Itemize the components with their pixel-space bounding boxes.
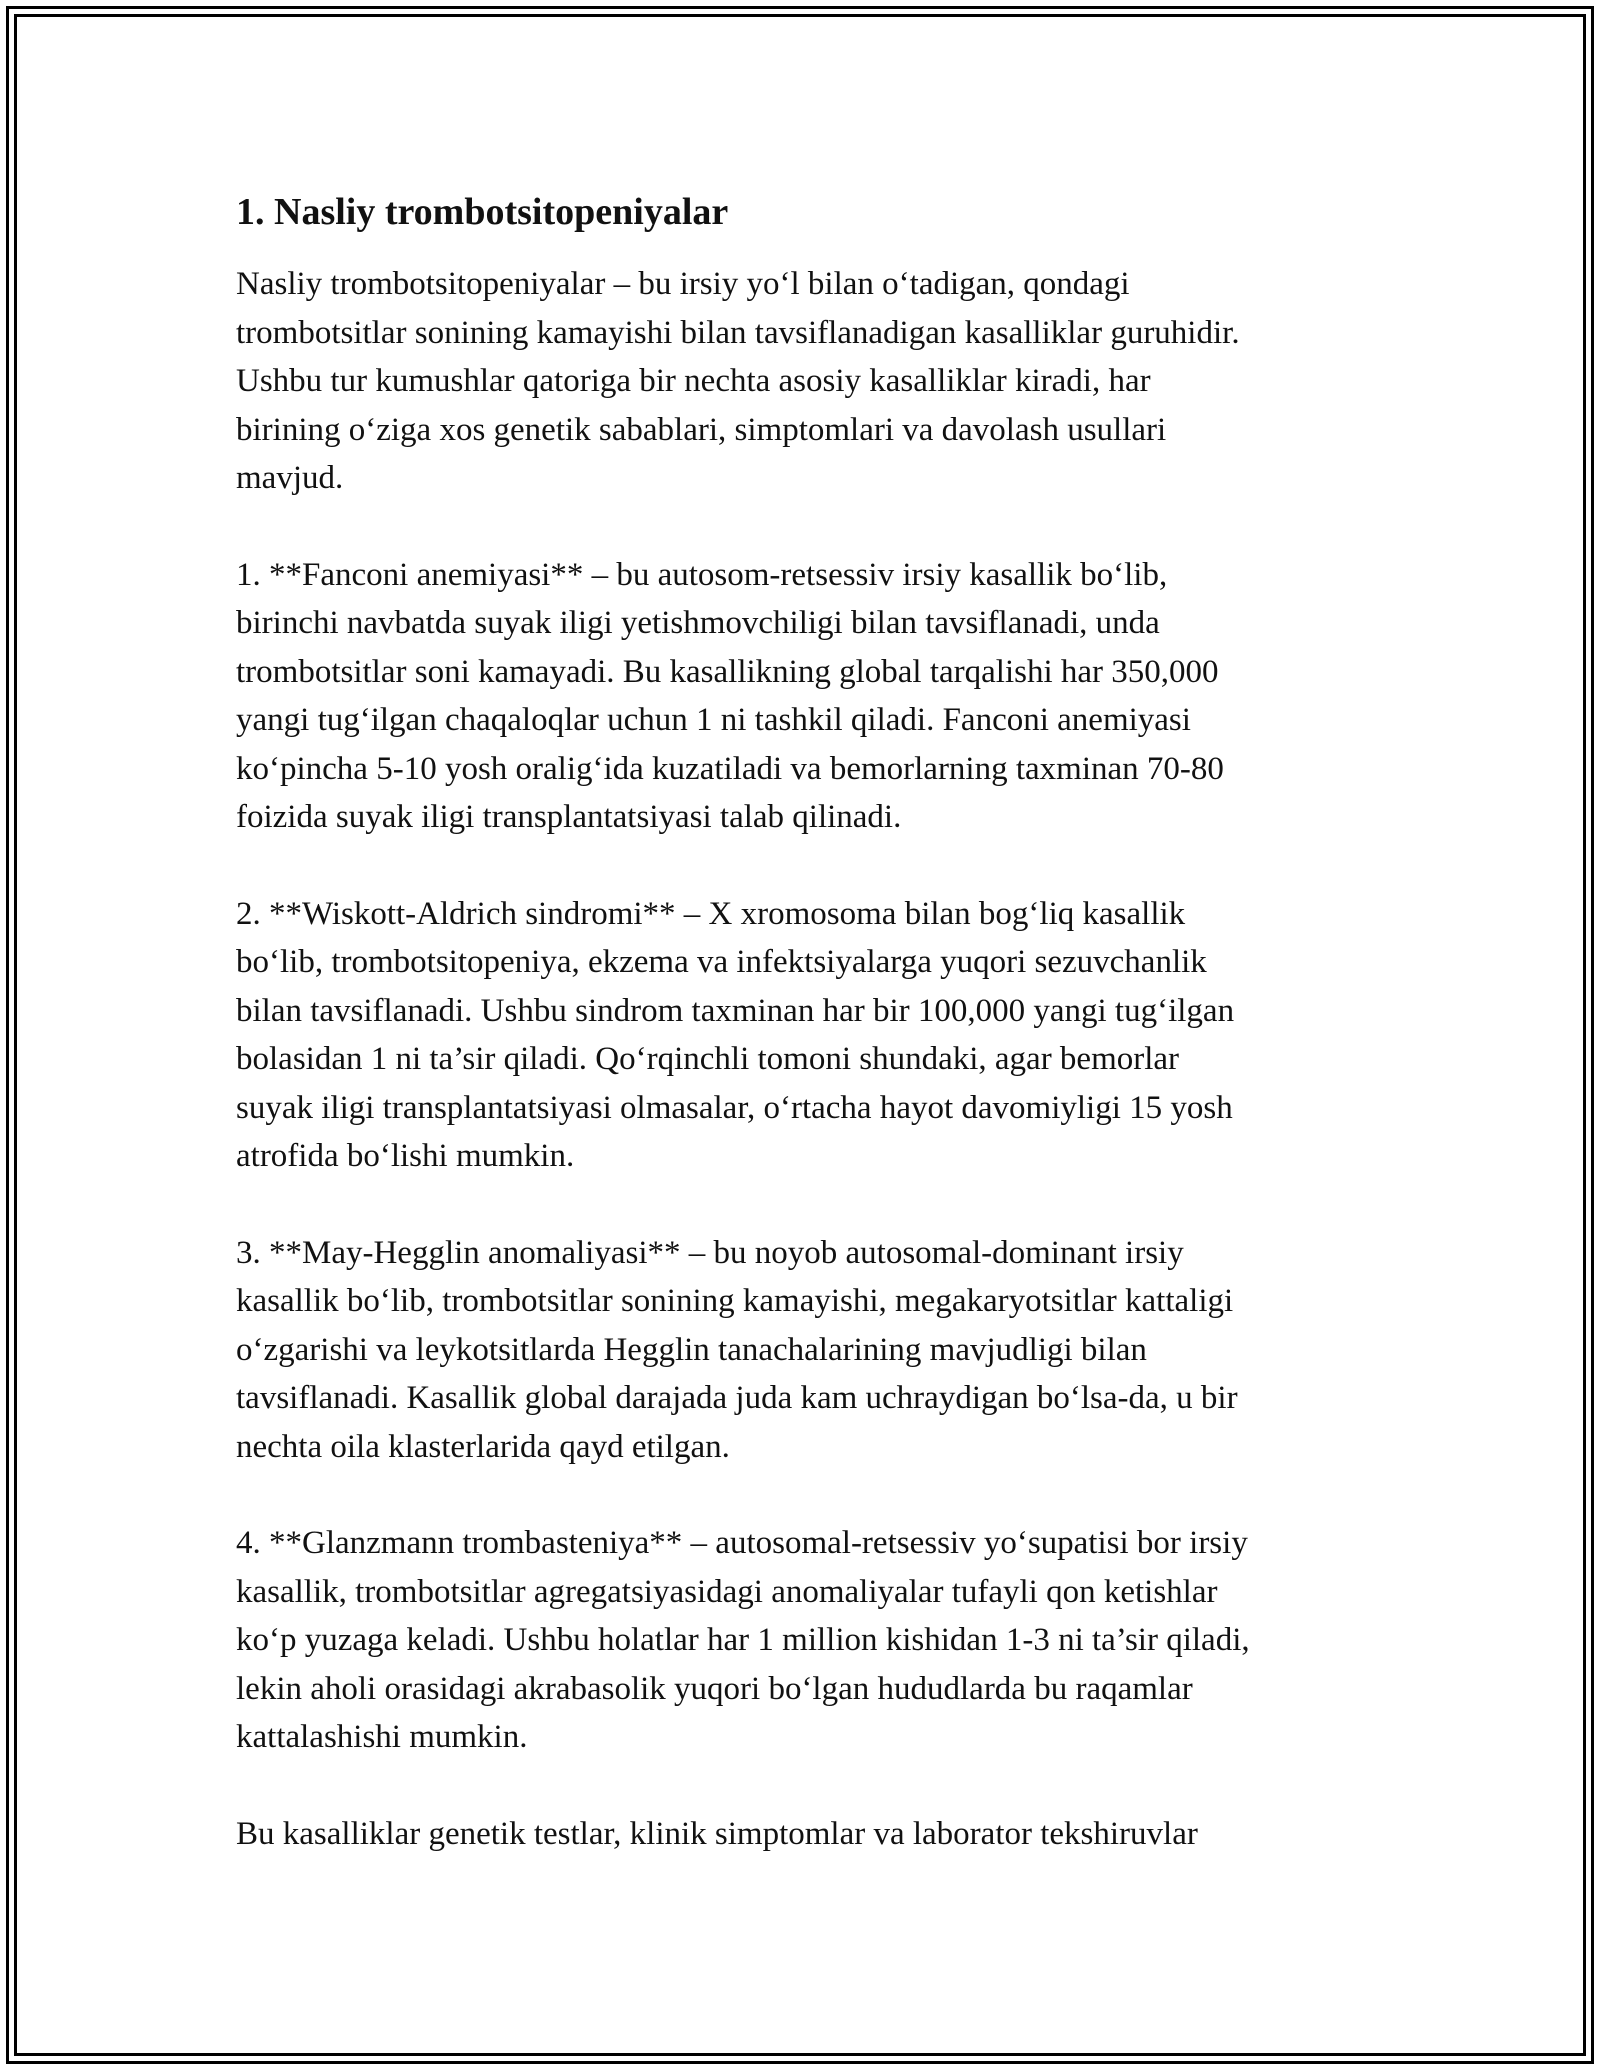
- document-body: [236, 186, 1386, 1906]
- wiskott-aldrich-paragraph: [236, 890, 1386, 1181]
- text-line: bilan tavsiflanadi. Ushbu sindrom taxminan har bir 100,000 yangi tug‘ilgan: [236, 992, 1235, 1029]
- text-line: o‘zgarishi va leykotsitlarda Hegglin tanachalarining mavjudligi bilan: [236, 1331, 1147, 1368]
- text-line: tavsiflanadi. Kasallik global darajada juda kam uchraydigan bo‘lsa-da, u bir: [236, 1380, 1238, 1416]
- text-line: nechta oila klasterlarida qayd etilgan.: [236, 1428, 730, 1465]
- glanzmann-paragraph: [236, 1519, 1386, 1762]
- text-line: 3. **May-Hegglin anomaliyasi** – bu noyob autosomal-dominant irsiy: [236, 1234, 1184, 1271]
- text-line: atrofida bo‘lishi mumkin.: [236, 1138, 575, 1174]
- text-line: 4. **Glanzmann trombasteniya** – autosomal-retsessiv yo‘supatisi bor irsiy: [236, 1525, 1248, 1561]
- text-line: trombotsitlar soni kamayadi. Bu kasallikning global tarqalishi har 350,000: [236, 653, 1219, 690]
- section-heading: 1. Nasliy trombotsitopeniyalar: [236, 191, 729, 233]
- text-line: bolasidan 1 ni ta’sir qiladi. Qo‘rqinchli tomoni shundaki, agar bemorlar: [236, 1041, 1180, 1077]
- text-line: birinchi navbatda suyak iligi yetishmovchiligi bilan tavsiflanadi, unda: [236, 605, 1160, 641]
- text-line: foizida suyak iligi transplantatsiyasi talab qilinadi.: [236, 799, 902, 835]
- text-line: kattalashishi mumkin.: [236, 1719, 528, 1755]
- fanconi-paragraph: [236, 551, 1386, 842]
- intro-paragraph: [236, 260, 1386, 503]
- text-line: 2. **Wiskott-Aldrich sindromi** – X xromosoma bilan bog‘liq kasallik: [236, 895, 1186, 932]
- text-line: kasallik bo‘lib, trombotsitlar sonining kamayishi, megakaryotsitlar kattaligi: [236, 1283, 1234, 1319]
- text-line: yangi tug‘ilgan chaqaloqlar uchun 1 ni tashkil qiladi. Fanconi anemiyasi: [236, 702, 1191, 738]
- text-line: mavjud.: [236, 460, 344, 496]
- text-line: ko‘pincha 5-10 yosh oralig‘ida kuzatiladi va bemorlarning taxminan 70-80: [236, 750, 1224, 787]
- text-line: Ushbu tur kumushlar qatoriga bir nechta asosiy kasalliklar kiradi, har: [236, 363, 1151, 399]
- text-line: kasallik, trombotsitlar agregatsiyasidagi anomaliyalar tufayli qon ketishlar: [236, 1573, 1218, 1610]
- text-line: trombotsitlar sonining kamayishi bilan tavsiflanadigan kasalliklar guruhidir.: [236, 314, 1240, 351]
- text-line: 1. **Fanconi anemiyasi** – bu autosom-retsessiv irsiy kasallik bo‘lib,: [236, 556, 1168, 593]
- closing-paragraph: [236, 1810, 1386, 1859]
- text-line: birining o‘ziga xos genetik sabablari, simptomlari va davolash usullari: [236, 411, 1167, 448]
- text-line: ko‘p yuzaga keladi. Ushbu holatlar har 1 million kishidan 1-3 ni ta’sir qiladi,: [236, 1622, 1250, 1658]
- text-line: Nasliy trombotsitopeniyalar – bu irsiy yo‘l bilan o‘tadigan, qondagi: [236, 266, 1130, 302]
- text-line: suyak iligi transplantatsiyasi olmasalar, o‘rtacha hayot davomiyligi 15 yosh: [236, 1089, 1233, 1126]
- text-line: Bu kasalliklar genetik testlar, klinik simptomlar va laborator tekshiruvlar: [236, 1815, 1198, 1852]
- may-hegglin-paragraph: [236, 1229, 1386, 1472]
- text-line: lekin aholi orasidagi akrabasolik yuqori bo‘lgan hududlarda bu raqamlar: [236, 1670, 1193, 1707]
- text-line: bo‘lib, trombotsitopeniya, ekzema va infektsiyalarga yuqori sezuvchanlik: [236, 944, 1207, 980]
